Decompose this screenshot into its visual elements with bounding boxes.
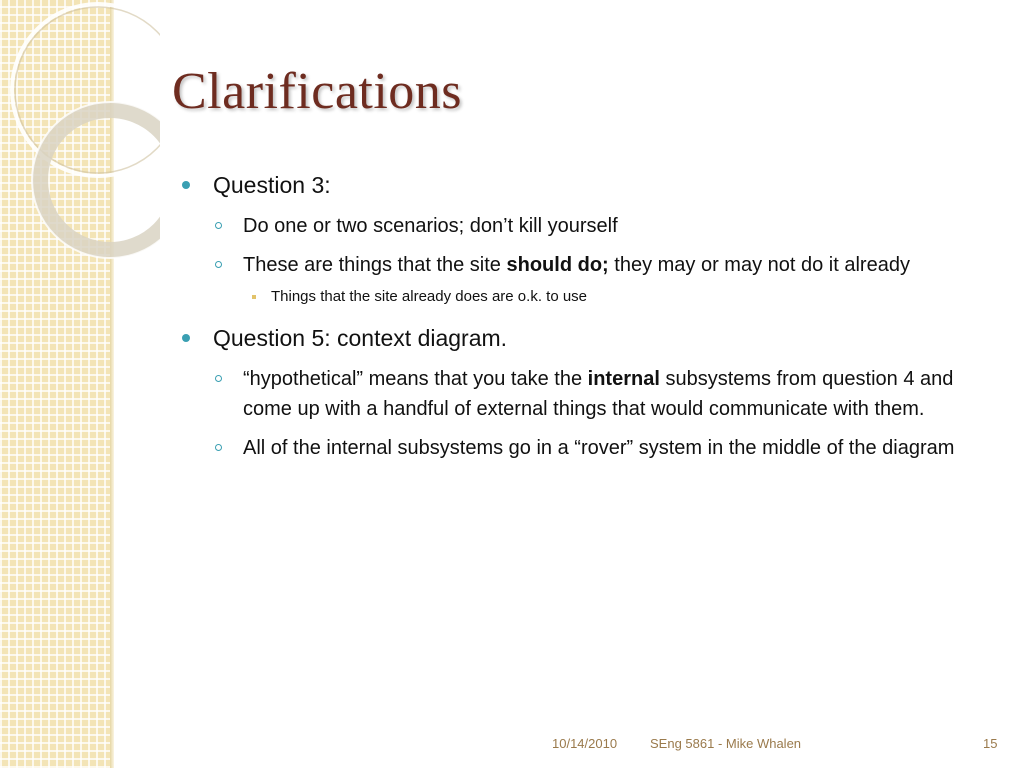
footer-course: SEng 5861 - Mike Whalen bbox=[650, 736, 802, 751]
sub-bullet-text-part: These are things that the site bbox=[243, 254, 507, 276]
sub-sub-bullet-text: Things that the site already does are o.k. to use bbox=[271, 288, 588, 305]
sub-bullet-text-part: “hypothetical” means that you take the bbox=[243, 368, 588, 390]
bullet-text: Question 5: context diagram. bbox=[213, 325, 508, 351]
sub-bullet-bold-text: should do; bbox=[506, 254, 609, 276]
sub-bullet-rover-system bbox=[180, 433, 980, 463]
bullet-question-5 bbox=[180, 323, 980, 354]
bullet-ring-icon bbox=[215, 444, 222, 451]
sub-bullet-text-part: subsystems from question 4 and come up with a handful of external things that would communicate with them. bbox=[243, 368, 954, 420]
bullet-ring-icon bbox=[215, 375, 222, 382]
sub-sub-bullet-already-does bbox=[180, 287, 980, 307]
bullet-ring-icon bbox=[215, 222, 222, 229]
sub-bullet-text-part: they may or may not do it already bbox=[608, 254, 910, 276]
slide-content bbox=[180, 170, 980, 472]
sub-bullet-scenarios bbox=[180, 211, 980, 241]
slide-number: 15 bbox=[983, 736, 998, 751]
bullet-ring-icon bbox=[215, 261, 222, 268]
sub-bullet-hypothetical bbox=[180, 364, 980, 424]
bullet-dot-icon bbox=[182, 334, 190, 342]
sub-bullet-should-do bbox=[180, 250, 980, 280]
sub-bullet-text: Do one or two scenarios; don’t kill yourself bbox=[243, 215, 618, 237]
sub-bullet-text: All of the internal subsystems go in a “rover” system in the middle of the diagram bbox=[243, 437, 955, 459]
bullet-question-3 bbox=[180, 170, 980, 201]
bullet-dot-icon bbox=[182, 181, 190, 189]
sub-bullet-bold-text: internal bbox=[587, 368, 660, 390]
slide-title: Clarifications bbox=[172, 63, 463, 120]
bullet-square-icon bbox=[252, 295, 256, 299]
bullet-text: Question 3: bbox=[213, 172, 331, 198]
decorative-rings bbox=[0, 0, 160, 260]
footer-date: 10/14/2010 bbox=[552, 736, 618, 751]
